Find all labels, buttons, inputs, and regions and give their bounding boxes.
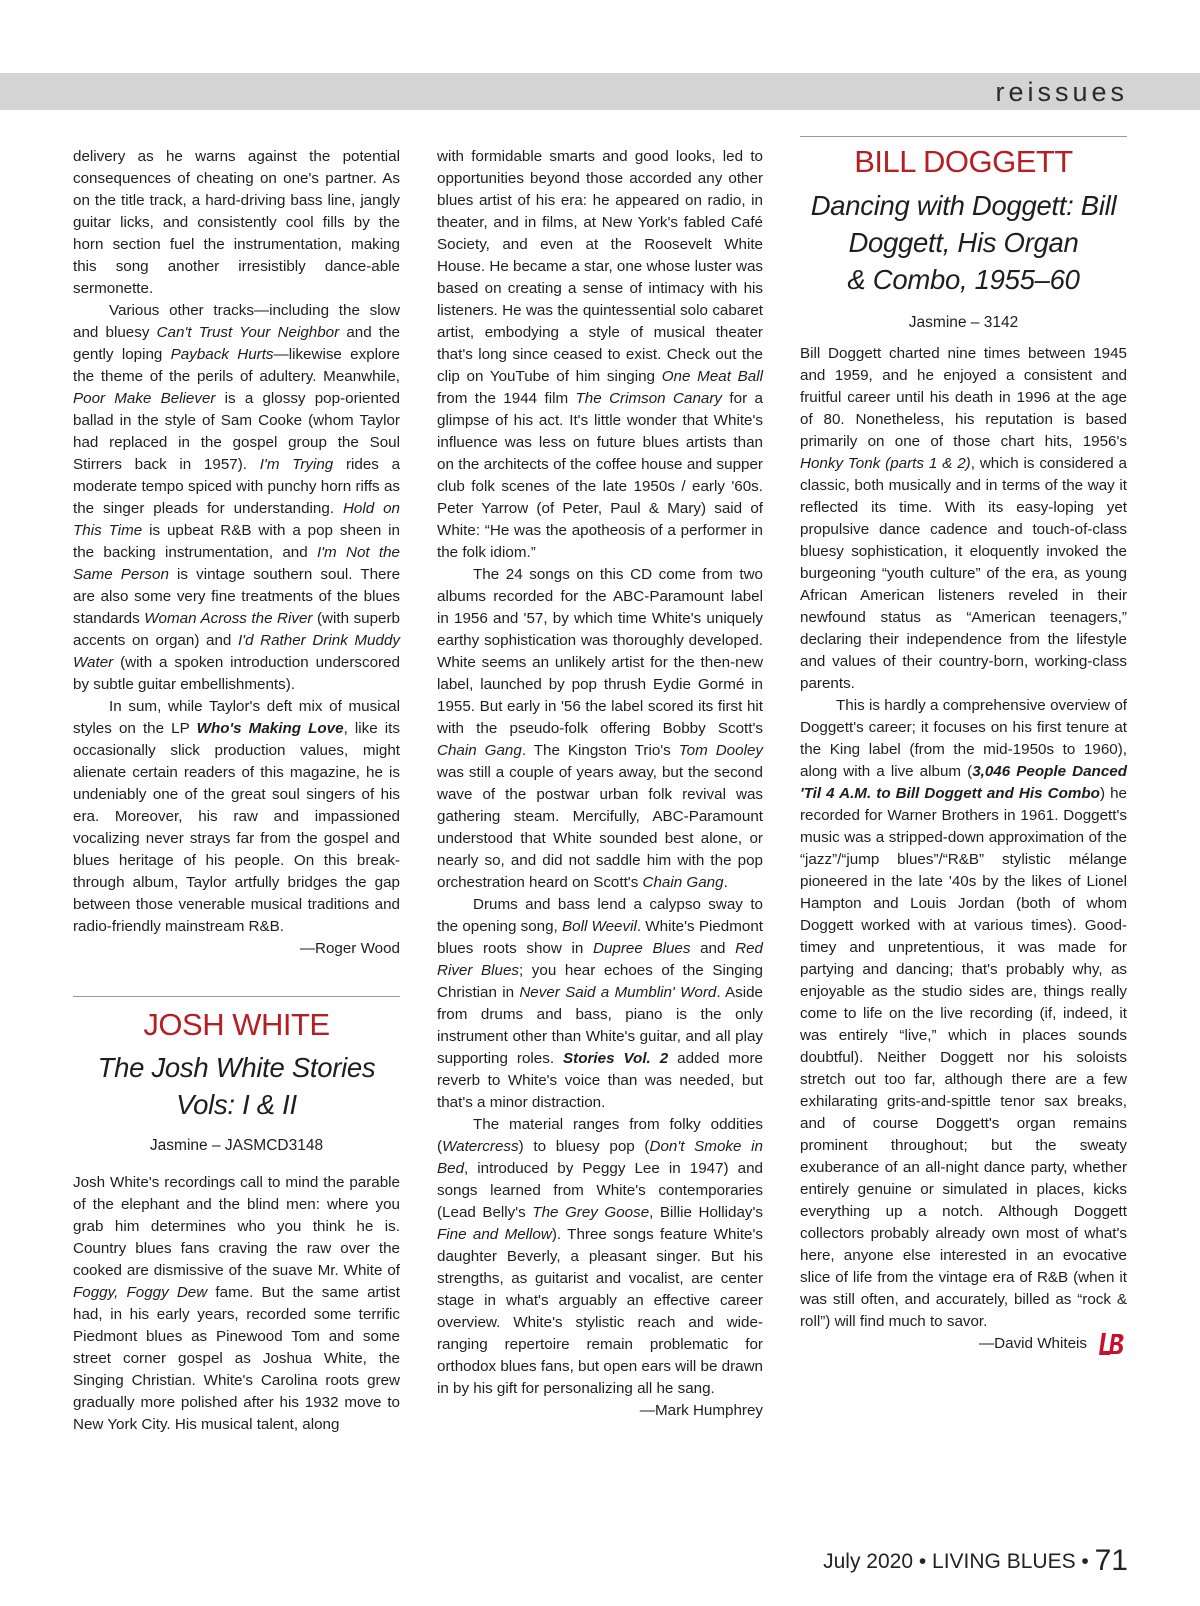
record-label: Jasmine – 3142 [908, 314, 1019, 331]
column-1 [73, 146, 400, 1436]
issue-info: July 2020 • LIVING BLUES • [823, 1550, 1089, 1573]
emphasis: Woman Across the River [144, 610, 313, 627]
section-header-bar [0, 73, 1200, 110]
paragraph: Various other tracks—including the slow and bluesy Can't Trust Your Neighbor and the gently loping Payback Hurts—likewise explore the theme of the perils of adultery. Meanwhile, Poor Make Believer is a glossy pop-oriented ballad in the style of Sam Cooke (whom Taylor had replaced in the gospel group the Soul Stirrers back in 1957). I'm Trying rides a moderate tempo spiced with punchy horn riffs as the singer pleads for understanding. Hold on This Time is upbeat R&B with a pop sheen in the backing instrumentation, and I'm Not the Same Person is vintage southern soul. There are also some very fine treatments of the blues standards Woman Across the River (with superb accents on organ) and I'd Rather Drink Muddy Water (with a spoken introduction underscored by subtle guitar embellishments). [73, 302, 401, 693]
page-footer [823, 1544, 1128, 1578]
column-3 [800, 136, 1127, 1355]
divider [73, 996, 400, 997]
byline: —Roger Wood [299, 940, 400, 957]
album-title-line: Vols: I & II [176, 1089, 297, 1120]
section-label: reissues [995, 77, 1128, 107]
paragraph: In sum, while Taylor's deft mix of musical styles on the LP Who's Making Love, like its occasionally slick production values, might alienate certain readers of this magazine, he is undeniably one of the great soul singers of his era. Moreover, his raw and impassioned vocalizing never strays far from the gospel and blues heritage of his people. On this break-through album, Taylor artfully bridges the gap between those venerable musical traditions and radio-friendly mainstream R&B. [73, 698, 400, 935]
emphasis: Fine and Mellow [437, 1226, 552, 1243]
emphasis: Tom Dooley [678, 742, 763, 759]
emphasis: Stories Vol. 2 [563, 1050, 669, 1067]
album-title [800, 187, 1127, 298]
emphasis: Don't Smoke in Bed [437, 1138, 763, 1177]
byline: —Mark Humphrey [639, 1402, 763, 1419]
column-2 [437, 146, 763, 1422]
album-title [73, 1049, 400, 1123]
emphasis: Honky Tonk (parts 1 & 2) [800, 455, 971, 472]
emphasis: I'd Rather Drink Muddy Water [73, 632, 400, 671]
emphasis: I'm Not the Same Person [73, 544, 400, 583]
emphasis: Payback Hurts [170, 346, 274, 363]
emphasis: Who's Making Love [196, 720, 344, 737]
divider [800, 136, 1127, 137]
emphasis: Can't Trust Your Neighbor [156, 324, 340, 341]
emphasis: The Grey Goose [532, 1204, 650, 1221]
paragraph: The 24 songs on this CD come from two albums recorded for the ABC-Paramount label in 1956 and '57, by which time White's uniquely earthy sophistication was thoroughly developed. White seems an unlikely artist for the then-new label, launched by pop thrush Eydie Gormé in 1955. But early in '56 the label scored its first hit with the pseudo-folk offering Bobby Scott's Chain Gang. The Kingston Trio's Tom Dooley was still a couple of years away, but the second wave of the postwar urban folk revival was gathering steam. Mercifully, ABC-Paramount understood that White sounded best alone, or nearly so, and did not saddle him with the pop orchestration heard on Scott's Chain Gang. [437, 566, 763, 891]
emphasis: Never Said a Mumblin' Word [519, 984, 717, 1001]
emphasis: Red River Blues [437, 940, 763, 979]
paragraph: Josh White's recordings call to mind the parable of the elephant and the blind men: where you grab him determines who you think he is. Country blues fans craving the raw over the cooked are dismissive of the suave Mr. White of Foggy, Foggy Dew fame. But the same artist had, in his early years, recorded some terrific Piedmont blues as Pinewood Tom and some street corner gospel as Joshua White, the Singing Christian. White's Carolina roots grew gradually more polished after his 1932 move to New York City. His musical talent, along [73, 1174, 400, 1433]
emphasis: Dupree Blues [592, 940, 691, 957]
paragraph: Drums and bass lend a calypso sway to the opening song, Boll Weevil. White's Piedmont blues roots show in Dupree Blues and Red River Blues; you hear echoes of the Singing Christian in Never Said a Mumblin' Word. Aside from drums and bass, piano is the only instrument other than White's guitar, and all play supporting roles. Stories Vol. 2 added more reverb to White's voice than was needed, but that's a minor distraction. [437, 896, 764, 1111]
album-title-line: Doggett, His Organ [848, 227, 1079, 258]
emphasis: Watercress [442, 1138, 519, 1155]
emphasis: Hold on This Time [73, 500, 400, 539]
emphasis: I'm Trying [259, 456, 334, 473]
living-blues-logo-icon [1097, 1329, 1127, 1359]
emphasis: The Crimson Canary [575, 390, 722, 407]
album-title-line: The Josh White Stories [97, 1052, 376, 1083]
byline: —David Whiteis [978, 1335, 1087, 1352]
byline-row [800, 1333, 1127, 1355]
artist-heading: BILL DOGGETT [854, 144, 1073, 179]
emphasis: Chain Gang [437, 742, 522, 759]
paragraph: delivery as he warns against the potential consequences of cheating on one's partner. As on the title track, a hard-driving bass line, jangly guitar licks, and consistently cool fills by the horn section fuel the instrumentation, making this song another irresistibly dance-able sermonette. [73, 148, 400, 297]
emphasis: Chain Gang [642, 874, 724, 891]
artist-heading: JOSH WHITE [143, 1007, 330, 1042]
emphasis: Boll Weevil [562, 918, 637, 935]
paragraph: This is hardly a comprehensive overview of Doggett's career; it focuses on his first tenure at the King label (from the mid-1950s to 1960), along with a live album (3,046 People Danced 'Til 4 A.M. to Bill Doggett and His Combo) he recorded for Warner Brothers in 1961. Doggett's music was a stripped-down approximation of the “jazz”/“jump blues”/“R&B” stylistic mélange pioneered in the late '40s by the likes of Lionel Hampton and Louis Jordan (both of whom Doggett worked with at various times). Good-timey and unpretentious, it was made for partying and dancing; that's probably why, as enjoyable as the studio sides are, things really come to life on the live recording (if, indeed, it was entirely “live,” which in places sounds doubtful). Neither Doggett nor his soloists stretch out too far, although there are a few exhilarating grits-and-spittle tenor sax breaks, and of course Doggett's organ remains prominent throughout; but the sweaty exuberance of an all-night dance party, whether entirely genuine or simulated in places, kicks everything up a notch. Although Doggett collectors probably already own most of what's here, anyone else interested in an evocative slice of life from the vintage era of R&B (when it was still often, and accurately, billed as “rock & roll”) will find much to savor. [800, 697, 1128, 1330]
emphasis: Foggy, Foggy Dew [73, 1284, 208, 1301]
album-title-line: Dancing with Doggett: Bill [810, 190, 1117, 221]
emphasis: Poor Make Believer [73, 390, 216, 407]
emphasis: 3,046 People Danced 'Til 4 A.M. to Bill Doggett and His Combo [800, 763, 1127, 802]
paragraph: The material ranges from folky oddities (Watercress) to bluesy pop (Don't Smoke in Bed, introduced by Peggy Lee in 1947) and songs learned from White's contemporaries (Lead Belly's The Grey Goose, Billie Holliday's Fine and Mellow). Three songs feature White's daughter Beverly, a pleasant singer. But his strengths, as guitarist and vocalist, are center stage in what's arguably an effective career overview. White's stylistic reach and wide-ranging repertoire remain problematic for orthodox blues fans, but open ears will be drawn in by his gift for personalizing all he sang. [437, 1116, 763, 1397]
album-title-line: & Combo, 1955–60 [847, 264, 1080, 295]
paragraph: Bill Doggett charted nine times between 1945 and 1959, and he enjoyed a consistent and fruitful career until his death in 1996 at the age of 80. Nonetheless, his reputation is based primarily on one of those chart hits, 1956's Honky Tonk (parts 1 & 2), which is considered a classic, both musically and in terms of the way it reflected its time. With its easy-loping yet propulsive dance cadence and touch-of-class bluesy sophistication, it eloquently invoked the burgeoning “youth culture” of the era, as young African American listeners reveled in their newfound status as “American teenagers,” declaring their independence from the lifestyle and values of their country-born, working-class parents. [800, 345, 1127, 692]
record-label: Jasmine – JASMCD3148 [149, 1137, 324, 1154]
page-number: 71 [1094, 1544, 1128, 1577]
emphasis: One Meat Ball [661, 368, 763, 385]
paragraph: with formidable smarts and good looks, led to opportunities beyond those accorded any other blues artist of his era: he appeared on radio, in theater, and in films, at New York's fabled Café Society, and even at the Roosevelt White House. He became a star, one whose luster was based on creating a sense of intimacy with his listeners. He was the quintessential solo cabaret artist, embodying a style of musical theater that's long since ceased to exist. Check out the clip on YouTube of him singing One Meat Ball from the 1944 film The Crimson Canary for a glimpse of his act. It's little wonder that White's influence was less on future blues artists than on the architects of the coffee house and supper club folk scenes of the late 1950s / early '60s. Peter Yarrow (of Peter, Paul & Mary) said of White: “He was the apotheosis of a performer in the folk idiom.” [437, 148, 763, 561]
